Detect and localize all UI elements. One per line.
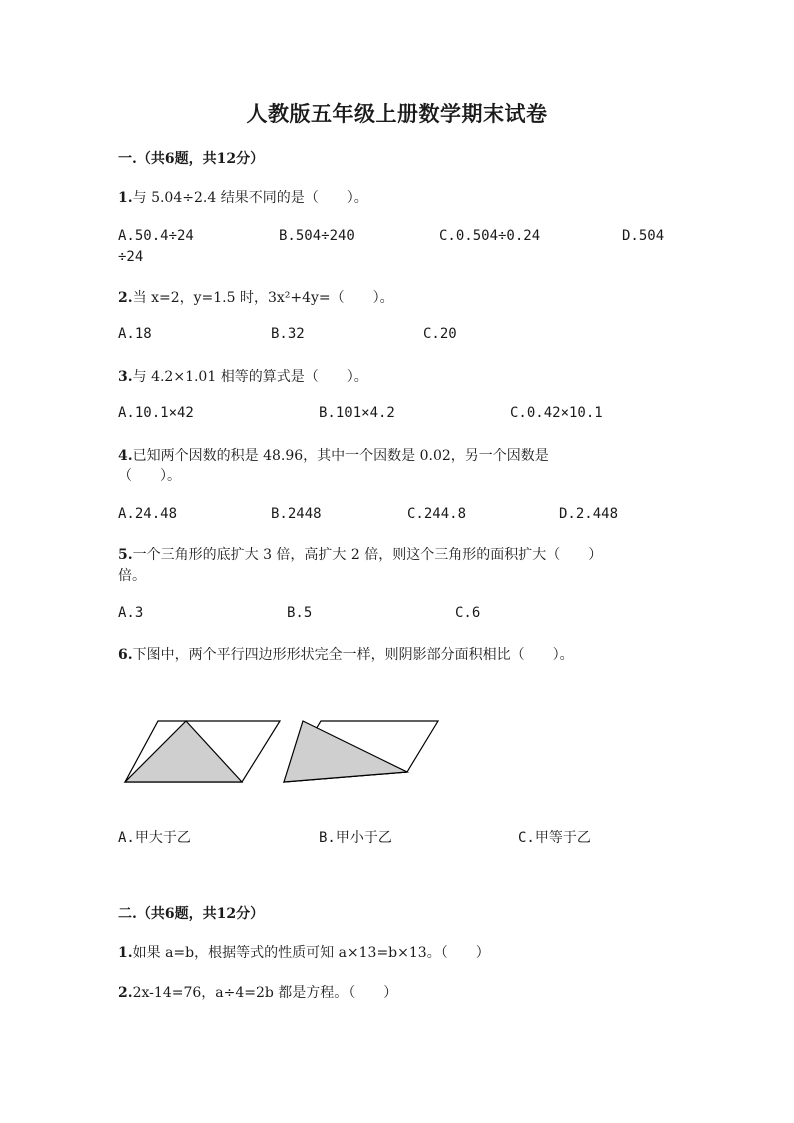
parallelogram-yi [284,721,438,782]
option: C.20 [423,326,457,342]
question-number: 6. [118,647,133,663]
option: D.2.448 [559,506,619,522]
question [118,644,574,664]
parallelograms-figure [118,716,448,788]
question [118,187,368,207]
question-text: 已知两个因数的积是 48.96，其中一个因数是 0.02，另一个因数是 [132,448,549,464]
option: B.32 [271,326,305,342]
question-text: 与 4.2×1.01 相等的算式是（ ）。 [132,369,368,385]
question-text-continuation: （ ）。 [118,468,181,484]
question-text: 下图中，两个平行四边形形状完全一样，则阴影部分面积相比（ ）。 [132,647,574,663]
option-continuation: ÷24 [118,249,144,265]
question [118,445,549,465]
question-number: 1. [118,190,133,206]
question-text: 如果 a=b，根据等式的性质可知 a×13=b×13。（ ） [132,945,490,961]
option: A.50.4÷24 [118,228,194,244]
page-title: 人教版五年级上册数学期末试卷 [246,101,548,126]
section-heading: 一.（共6题，共12分） [118,151,265,167]
shaded-triangle [284,721,407,782]
question-text: 与 5.04÷2.4 结果不同的是（ ）。 [132,190,368,206]
option: A.10.1×42 [118,405,194,421]
question [118,982,397,1002]
question-text: 当 x=2，y=1.5 时，3x²+4y=（ ）。 [132,290,394,306]
option: A.18 [118,326,152,342]
question-text-continuation: 倍。 [118,568,146,584]
option: C.244.8 [407,506,467,522]
option: B.2448 [271,506,322,522]
option: C.甲等于乙 [518,830,591,846]
option: A.3 [118,605,144,621]
question [118,287,394,307]
option: B.甲小于乙 [319,830,392,846]
question-number: 1. [118,945,133,961]
question [118,942,490,962]
option: A.24.48 [118,506,178,522]
option: A.甲大于乙 [118,830,191,846]
shaded-triangle [125,721,242,782]
section-heading: 二.（共6题，共12分） [118,906,265,922]
question-text: 一个三角形的底扩大 3 倍，高扩大 2 倍，则这个三角形的面积扩大（ ） [132,547,603,563]
option: B.5 [287,605,313,621]
option: C.0.42×10.1 [510,405,603,421]
question-number: 2. [118,985,133,1001]
parallelogram-jia [125,721,280,782]
question [118,366,368,386]
question-number: 5. [118,547,133,563]
question-number: 4. [118,448,133,464]
option: B.504÷240 [279,228,355,244]
option: D.504 [622,228,665,244]
option: C.6 [455,605,481,621]
question-text: 2x-14=76，a÷4=2b 都是方程。（ ） [132,985,398,1001]
question-number: 2. [118,290,133,306]
question [118,544,602,564]
option: B.101×4.2 [319,405,395,421]
question-number: 3. [118,369,133,385]
option: C.0.504÷0.24 [439,228,541,244]
